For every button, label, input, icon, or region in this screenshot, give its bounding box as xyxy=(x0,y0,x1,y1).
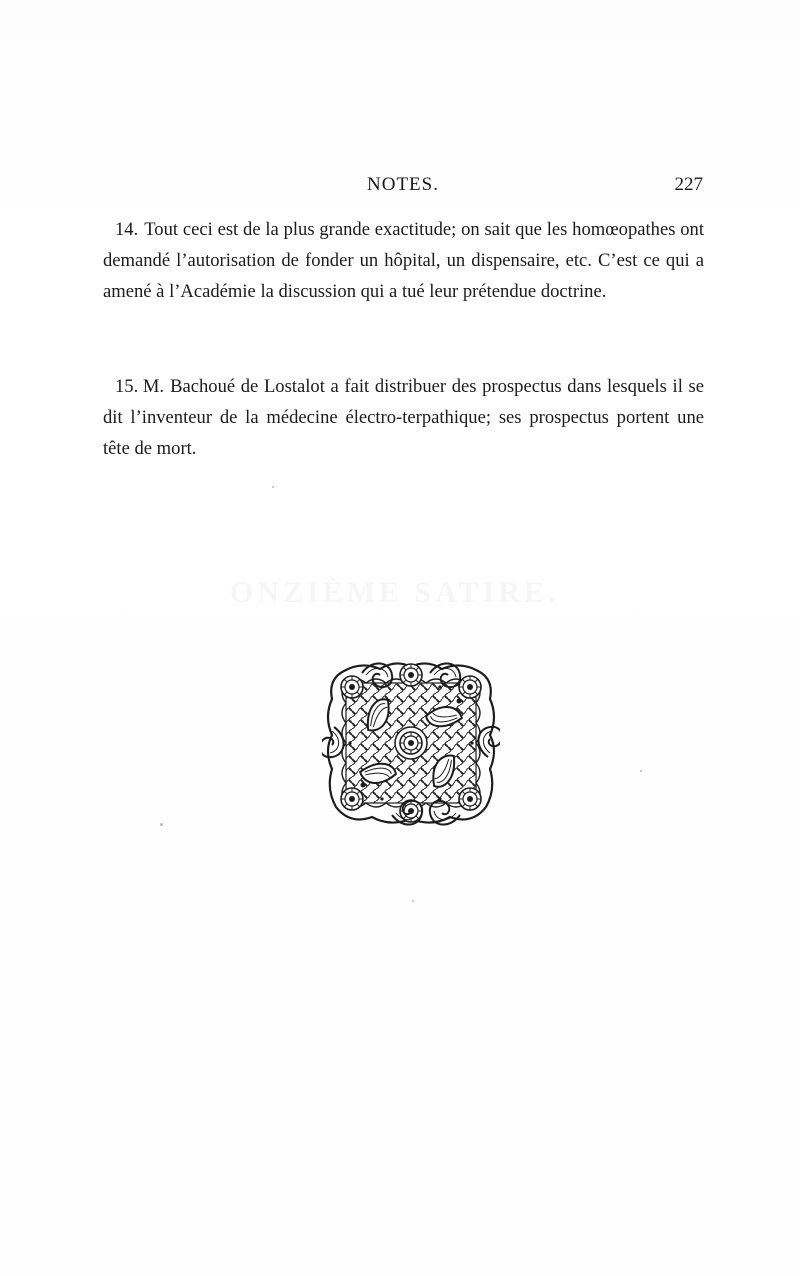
paper-speck xyxy=(640,770,642,772)
note-number: 15. M. xyxy=(115,376,165,397)
paper-speck xyxy=(272,486,274,488)
paper-speck xyxy=(412,900,414,902)
note-15 xyxy=(103,371,704,464)
floral-lattice-ornament-icon xyxy=(322,657,500,829)
show-through-bleed xyxy=(230,576,560,610)
page-number: 227 xyxy=(674,174,703,195)
running-head: NOTES. xyxy=(367,174,439,195)
note-text: Bachoué de Lostalot a fait distribuer des prospectus dans lesquels il se dit l’inventeur de la médecine électro-terpathique; ses prospectus portent une tête de mort. xyxy=(103,376,704,459)
paper-speck xyxy=(160,823,163,826)
note-14 xyxy=(103,214,704,307)
note-text: Tout ceci est de la plus grande exactitude; on sait que les homœopathes ont demandé l’autorisation de fonder un hôpital, un dispensaire, etc. C’est ce qui a amené à l’Académie la discussion qui a tué leur prétendue doctrine. xyxy=(103,219,704,302)
note-number: 14. xyxy=(115,219,139,240)
page-header xyxy=(103,174,703,204)
